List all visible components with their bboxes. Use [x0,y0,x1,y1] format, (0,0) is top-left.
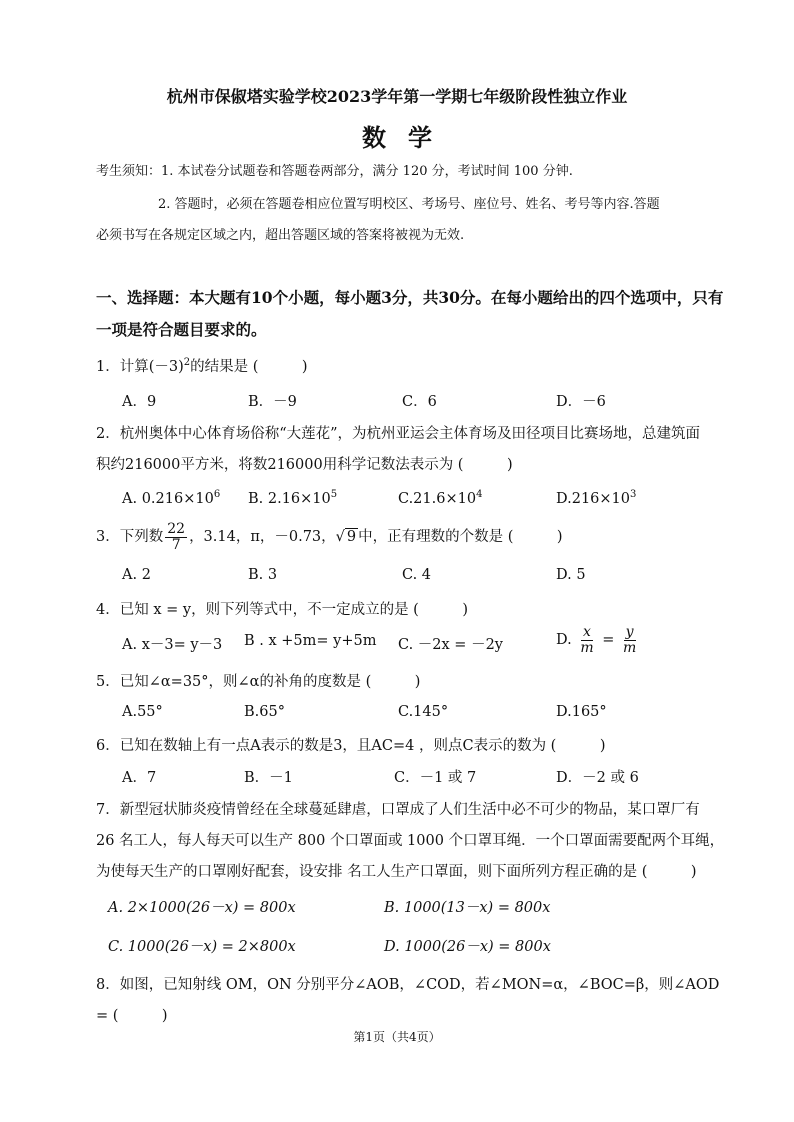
q2-option-d[interactable]: $D.216\times 10^3$ [556,489,637,507]
q1-base: (－3) [148,359,184,375]
exam-title: 杭州市保俶塔实验学校2023学年第一学期七年级阶段性独立作业 [166,87,628,106]
q2-option-b[interactable]: B. $2.16\times 10^5$ [248,489,338,507]
q6-option-d[interactable]: D．－2 或 6 [556,770,639,786]
q7-option-a[interactable]: A. 2×1000(26－x) = 800x [108,900,296,916]
q3-fraction: $\frac{22}{7}$ [167,521,186,553]
q1-option-b[interactable]: B．－9 [248,394,297,410]
q7-option-c[interactable]: C. 1000(26－x) = 2×800x [108,939,296,955]
q1-option-a[interactable]: A．9 [122,394,157,410]
q5-option-a[interactable]: A.55° [122,704,163,720]
q3-option-a[interactable]: A. 2 [122,567,151,583]
q6-option-a[interactable]: A．7 [122,770,157,786]
question-3: 3．下列数 $\frac{22}{7}$ ，3.14，π，－0.73，√ 9 中，正有理数的个数是 ( ) [96,521,563,553]
question-5: 5．已知∠α=35°，则∠α的补角的度数是 ( ) [96,674,421,690]
q2-option-a[interactable]: A. $0.216\times 10^6$ [122,489,221,507]
notice-line-2: 2. 答题时，必须在答题卷相应位置写明校区、考场号、座位号、姓名、考号等内容.答题 [158,197,660,212]
q4-option-c[interactable]: C. －2x = －2y [398,637,503,653]
question-7-line-2: 26 名工人，每人每天可以生产 800 个口罩面或 1000 个口罩耳绳．一个口罩面需要配两个耳绳， [96,833,725,849]
q5-option-c[interactable]: C.145° [398,704,449,720]
q5-option-b[interactable]: B.65° [244,704,285,720]
section-heading-line-2: 一项是符合题目要求的。 [96,320,267,339]
q3-option-c[interactable]: C. 4 [402,567,432,583]
q4-option-b[interactable]: B . x +5m= y+5m [244,633,377,649]
q1-post: 的结果是 ( ) [190,359,308,375]
sqrt-symbol: √ 9 [335,529,357,546]
q6-option-b[interactable]: B．－1 [244,770,293,786]
notice-line-3: 必须书写在各规定区域之内，超出答题区域的答案将被视为无效. [96,228,465,243]
q7-option-b[interactable]: B. 1000(13－x) = 800x [384,900,551,916]
q1-exp: 2 [183,357,191,369]
q1-pre: 1．计算 [96,359,149,375]
question-8-line-1: 8．如图，已知射线 OM，ON 分别平分∠AOB，∠COD，若∠MON=α，∠BOC=β，则∠AOD [96,977,720,993]
question-1 [96,355,308,376]
question-8-line-2: = ( ) [96,1008,168,1024]
question-7-line-1: 7．新型冠状肺炎疫情曾经在全球蔓延肆虐，口罩成了人们生活中必不可少的物品，某口罩厂有 [96,802,700,818]
question-2-line-2: 积约216000平方米，将数216000用科学记数法表示为 ( ) [96,457,513,473]
question-2-line-1: 2．杭州奥体中心体育场俗称“大莲花”，为杭州亚运会主体育场及田径项目比赛场地，总建筑面 [96,426,701,442]
q7-option-d[interactable]: D. 1000(26－x) = 800x [384,939,551,955]
q6-option-c[interactable]: C．－1 或 7 [394,770,477,786]
q1-option-d[interactable]: D．－6 [556,394,606,410]
notice-line-1: 考生须知：1. 本试卷分试题卷和答题卷两部分，满分 120 分，考试时间 100 分钟. [96,164,573,179]
question-7-line-3: 为使每天生产的口罩刚好配套，设安排 名工人生产口罩面，则下面所列方程正确的是 ( ) [96,864,697,880]
q3-option-d[interactable]: D. 5 [556,567,586,583]
q4-option-d[interactable]: D. $\frac{x}{m}$ = $\frac{y}{m}$ [556,624,637,656]
q4-option-a[interactable]: A. x－3= y－3 [122,637,223,653]
subject-title: 数学 [362,123,454,152]
q2-option-c[interactable]: $C.21.6\times 10^4$ [398,489,483,507]
q3-option-b[interactable]: B. 3 [248,567,278,583]
q5-option-d[interactable]: D.165° [556,704,607,720]
q1-option-c[interactable]: C．6 [402,394,437,410]
question-4: 4．已知 x = y，则下列等式中，不一定成立的是 ( ) [96,602,468,618]
section-heading-line-1: 一、选择题：本大题有10个小题，每小题3分，共30分。在每小题给出的四个选项中，只有 [96,288,724,307]
page-footer: 第1页（共4页） [353,1030,441,1044]
question-6: 6．已知在数轴上有一点A表示的数是3，且AC=4 ，则点C表示的数为 ( ) [96,738,606,754]
